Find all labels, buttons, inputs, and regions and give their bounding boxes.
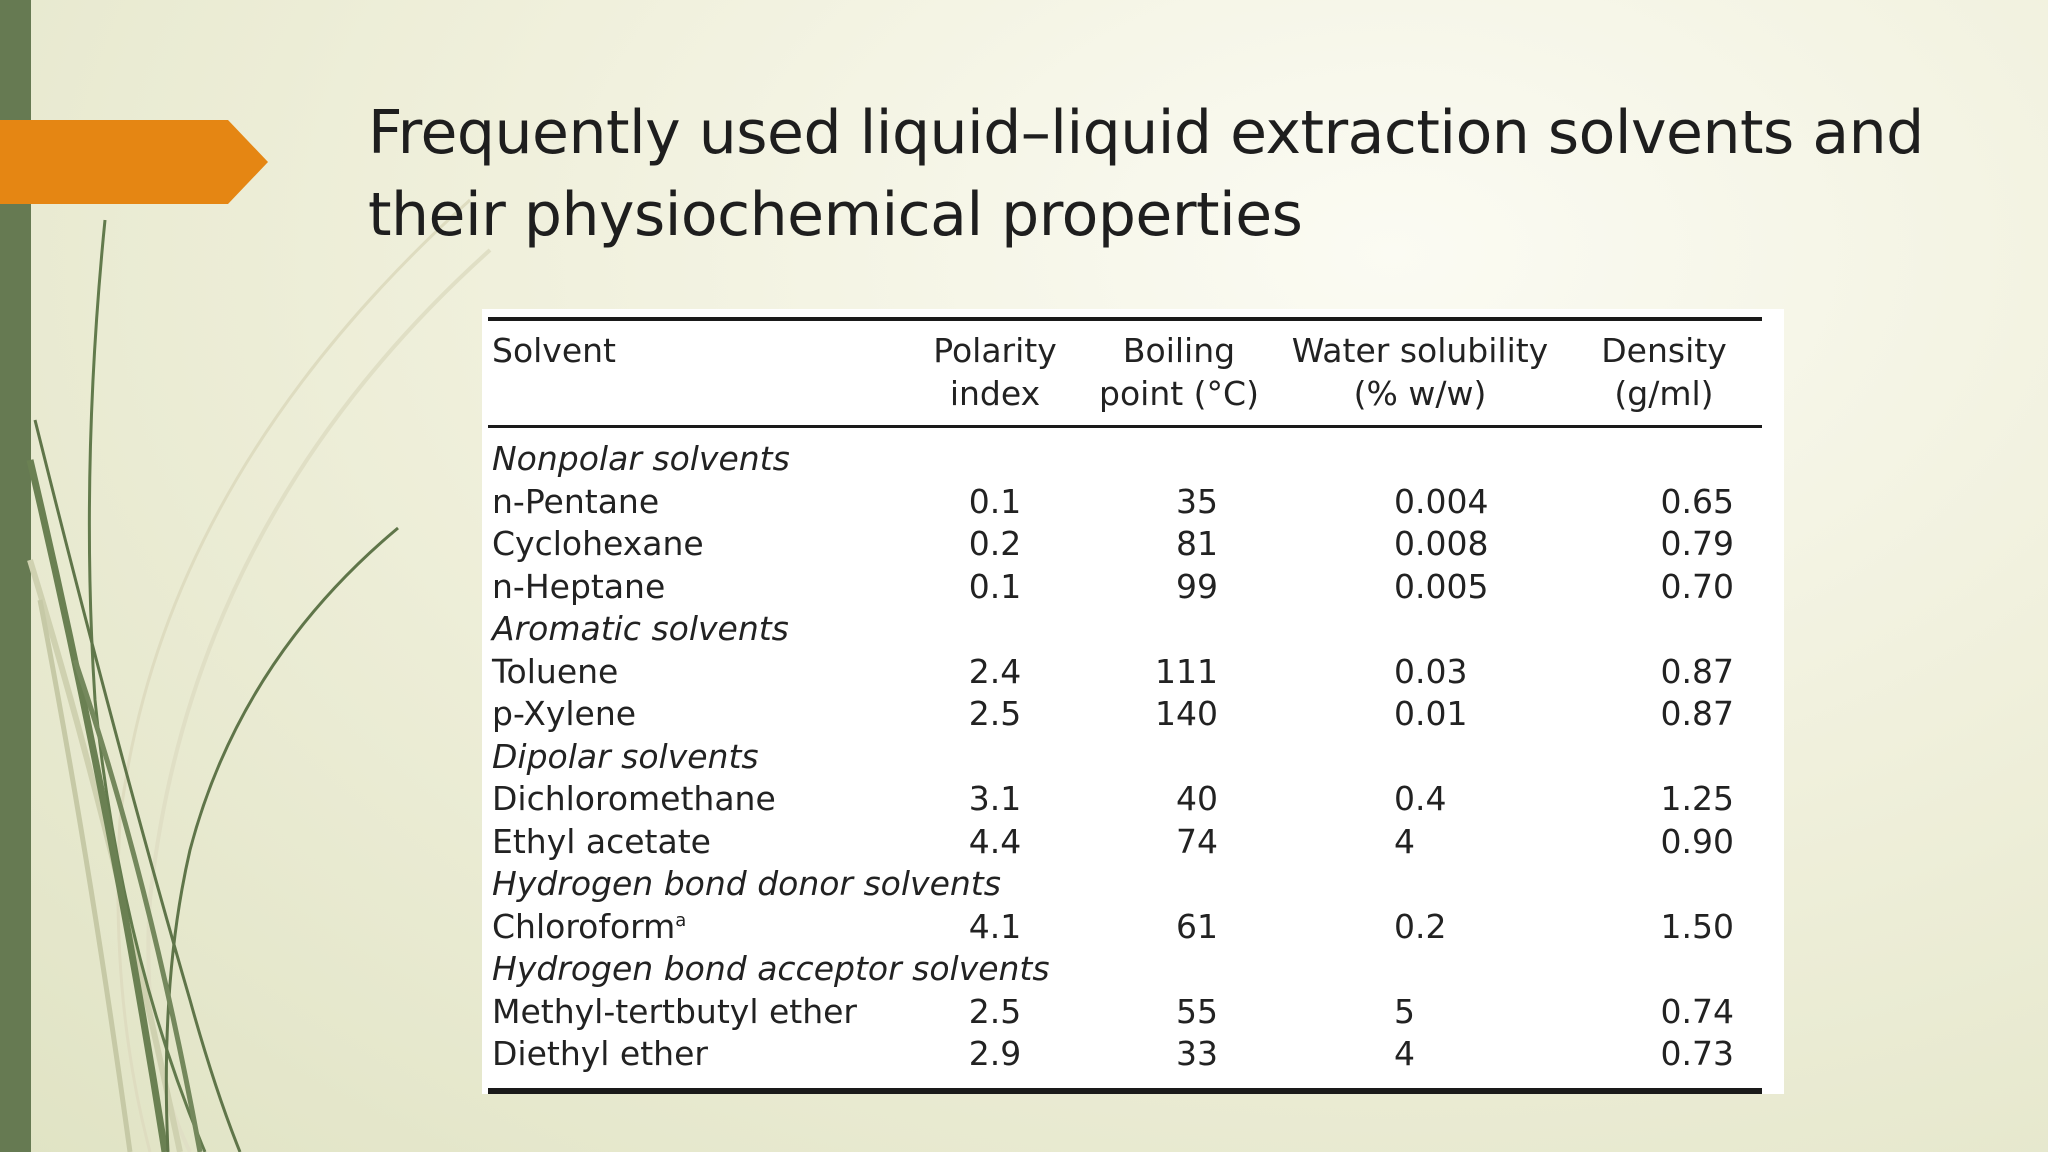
density-cell bbox=[1566, 1033, 1762, 1091]
table-row bbox=[488, 906, 1762, 949]
density-cell bbox=[1566, 693, 1762, 736]
table-group-row bbox=[488, 736, 1762, 779]
density-column-header bbox=[1566, 319, 1762, 427]
boiling-point-cell bbox=[1084, 693, 1274, 736]
boiling-point-cell-text: 111 bbox=[1155, 651, 1218, 691]
density-cell bbox=[1566, 523, 1762, 566]
water-solubility-cell bbox=[1274, 778, 1566, 821]
solvent-group-label: Hydrogen bond acceptor solvents bbox=[492, 949, 1050, 988]
solvent-name-cell bbox=[488, 821, 906, 864]
polarity-column-header bbox=[906, 319, 1084, 427]
solvent-group-label: Nonpolar solvents bbox=[492, 439, 790, 478]
boiling-point-cell bbox=[1084, 991, 1274, 1034]
water-solubility-cell bbox=[1274, 481, 1566, 524]
water-solubility-cell bbox=[1274, 693, 1566, 736]
boiling-point-cell bbox=[1084, 566, 1274, 609]
density-cell bbox=[1566, 651, 1762, 694]
water-solubility-cell-text: 0.005 bbox=[1394, 566, 1489, 606]
solvent-name-cell-text: Ethyl acetate bbox=[492, 821, 711, 861]
water-solubility-cell bbox=[1274, 821, 1566, 864]
table-header-row bbox=[488, 319, 1762, 427]
solvent-name-cell-text: Diethyl ether bbox=[492, 1034, 708, 1073]
boiling-point-cell-text: 99 bbox=[1176, 566, 1218, 606]
table-row bbox=[488, 481, 1762, 524]
water-solubility-cell bbox=[1274, 906, 1566, 949]
polarity-cell-text: 4.4 bbox=[968, 821, 1022, 861]
water-solubility-column-header bbox=[1274, 319, 1566, 427]
boiling-point-cell bbox=[1084, 906, 1274, 949]
water-solubility-cell bbox=[1274, 991, 1566, 1034]
water-solubility-cell-text: 5 bbox=[1394, 991, 1415, 1031]
table-row bbox=[488, 693, 1762, 736]
solvent-name-cell bbox=[488, 778, 906, 821]
water-solubility-cell-text: 0.03 bbox=[1394, 651, 1468, 691]
water-solubility-cell-text: 0.01 bbox=[1394, 694, 1468, 733]
header-line: Density bbox=[1601, 331, 1727, 370]
solvent-name-cell-text: Methyl-tertbutyl ether bbox=[492, 991, 857, 1031]
solvent-name-cell-text: Chloroform bbox=[492, 906, 676, 946]
water-solubility-cell bbox=[1274, 651, 1566, 694]
header-line: point (°C) bbox=[1099, 374, 1259, 413]
solvent-name-cell bbox=[488, 523, 906, 566]
density-cell-text: 0.87 bbox=[1660, 694, 1734, 733]
polarity-cell bbox=[906, 651, 1084, 694]
table-row bbox=[488, 566, 1762, 609]
table-group-row bbox=[488, 863, 1762, 906]
table-row bbox=[488, 778, 1762, 821]
table-group-row bbox=[488, 427, 1762, 481]
polarity-cell bbox=[906, 481, 1084, 524]
header-line: (g/ml) bbox=[1614, 374, 1714, 413]
header-line: Water solubility bbox=[1291, 331, 1549, 370]
water-solubility-cell-text: 0.008 bbox=[1394, 524, 1489, 563]
solvent-name-cell bbox=[488, 566, 906, 609]
solvent-name-cell bbox=[488, 481, 906, 524]
water-solubility-cell bbox=[1274, 523, 1566, 566]
polarity-cell bbox=[906, 778, 1084, 821]
polarity-cell bbox=[906, 821, 1084, 864]
solvent-name-cell-text: Toluene bbox=[492, 651, 619, 691]
solvent-properties-table-panel bbox=[482, 309, 1784, 1094]
density-cell-text: 0.90 bbox=[1660, 821, 1734, 861]
density-cell bbox=[1566, 821, 1762, 864]
polarity-cell-text: 2.5 bbox=[968, 991, 1022, 1031]
polarity-cell-text: 0.1 bbox=[968, 566, 1022, 606]
polarity-cell-text: 2.5 bbox=[968, 694, 1022, 733]
boiling-point-cell-text: 140 bbox=[1155, 694, 1218, 733]
boiling-point-cell bbox=[1084, 1033, 1274, 1091]
solvent-name-cell-text: n-Pentane bbox=[492, 481, 660, 521]
boiling-point-cell bbox=[1084, 778, 1274, 821]
boiling-point-cell bbox=[1084, 481, 1274, 524]
boiling-point-cell bbox=[1084, 821, 1274, 864]
polarity-cell-text: 0.2 bbox=[968, 524, 1022, 563]
density-cell bbox=[1566, 991, 1762, 1034]
table-row bbox=[488, 991, 1762, 1034]
water-solubility-cell-text: 4 bbox=[1394, 1034, 1415, 1073]
density-cell-text: 1.25 bbox=[1660, 779, 1734, 818]
density-cell-text: 0.70 bbox=[1660, 566, 1734, 606]
polarity-cell-text: 0.1 bbox=[968, 481, 1022, 521]
polarity-cell bbox=[906, 523, 1084, 566]
water-solubility-cell-text: 0.004 bbox=[1394, 481, 1489, 521]
polarity-cell bbox=[906, 1033, 1084, 1091]
table-group-row bbox=[488, 608, 1762, 651]
table-group-row bbox=[488, 948, 1762, 991]
density-cell-text: 0.74 bbox=[1660, 991, 1734, 1031]
density-cell-text: 1.50 bbox=[1660, 906, 1734, 946]
polarity-cell-text: 3.1 bbox=[968, 779, 1022, 818]
boiling-point-column-header bbox=[1084, 319, 1274, 427]
water-solubility-cell bbox=[1274, 1033, 1566, 1091]
polarity-cell bbox=[906, 991, 1084, 1034]
boiling-point-cell bbox=[1084, 651, 1274, 694]
water-solubility-cell-text: 0.2 bbox=[1394, 906, 1447, 946]
header-line: Solvent bbox=[492, 331, 616, 370]
table-row bbox=[488, 523, 1762, 566]
solvent-name-cell-text: Cyclohexane bbox=[492, 524, 704, 563]
header-line: (% w/w) bbox=[1353, 374, 1487, 413]
polarity-cell bbox=[906, 693, 1084, 736]
density-cell bbox=[1566, 566, 1762, 609]
table-row bbox=[488, 651, 1762, 694]
solvent-group-label: Aromatic solvents bbox=[492, 609, 789, 648]
polarity-cell-text: 2.9 bbox=[968, 1034, 1022, 1073]
solvent-name-cell bbox=[488, 693, 906, 736]
boiling-point-cell-text: 55 bbox=[1176, 991, 1218, 1031]
boiling-point-cell bbox=[1084, 523, 1274, 566]
density-cell bbox=[1566, 778, 1762, 821]
density-cell-text: 0.73 bbox=[1660, 1034, 1734, 1073]
solvent-name-cell-text: n-Heptane bbox=[492, 566, 666, 606]
polarity-cell bbox=[906, 566, 1084, 609]
header-line: Boiling bbox=[1122, 331, 1236, 370]
density-cell-text: 0.79 bbox=[1660, 524, 1734, 563]
solvent-group-label: Dipolar solvents bbox=[492, 736, 759, 776]
orange-arrow-shape bbox=[0, 120, 268, 204]
slide-title: Frequently used liquid–liquid extraction solvents and their physiochemical properties bbox=[368, 98, 1924, 250]
density-cell-text: 0.87 bbox=[1660, 651, 1734, 691]
header-line: index bbox=[949, 374, 1041, 413]
table-row bbox=[488, 821, 1762, 864]
solvent-group-label: Hydrogen bond donor solvents bbox=[492, 864, 1001, 903]
header-line: Polarity bbox=[933, 331, 1057, 370]
boiling-point-cell-text: 33 bbox=[1176, 1034, 1218, 1073]
density-cell bbox=[1566, 481, 1762, 524]
polarity-cell-text: 2.4 bbox=[968, 651, 1022, 691]
water-solubility-cell-text: 0.4 bbox=[1394, 779, 1447, 818]
boiling-point-cell-text: 35 bbox=[1176, 481, 1218, 521]
footnote-marker: a bbox=[675, 909, 687, 931]
solvent-name-cell-text: Dichloromethane bbox=[492, 779, 776, 818]
boiling-point-cell-text: 81 bbox=[1176, 524, 1218, 563]
solvent-name-cell bbox=[488, 651, 906, 694]
water-solubility-cell-text: 4 bbox=[1394, 821, 1415, 861]
solvent-column-header bbox=[488, 319, 906, 427]
table-row bbox=[488, 1033, 1762, 1091]
solvent-name-cell bbox=[488, 991, 906, 1034]
solvent-name-cell bbox=[488, 906, 906, 949]
polarity-cell bbox=[906, 906, 1084, 949]
polarity-cell-text: 4.1 bbox=[968, 906, 1022, 946]
solvent-name-cell bbox=[488, 1033, 906, 1091]
solvent-name-cell-text: p-Xylene bbox=[492, 694, 637, 733]
solvent-properties-table bbox=[488, 317, 1762, 1094]
table-body bbox=[488, 427, 1762, 1091]
density-cell bbox=[1566, 906, 1762, 949]
boiling-point-cell-text: 40 bbox=[1176, 779, 1218, 818]
boiling-point-cell-text: 61 bbox=[1176, 906, 1218, 946]
water-solubility-cell bbox=[1274, 566, 1566, 609]
boiling-point-cell-text: 74 bbox=[1176, 821, 1218, 861]
density-cell-text: 0.65 bbox=[1660, 481, 1734, 521]
